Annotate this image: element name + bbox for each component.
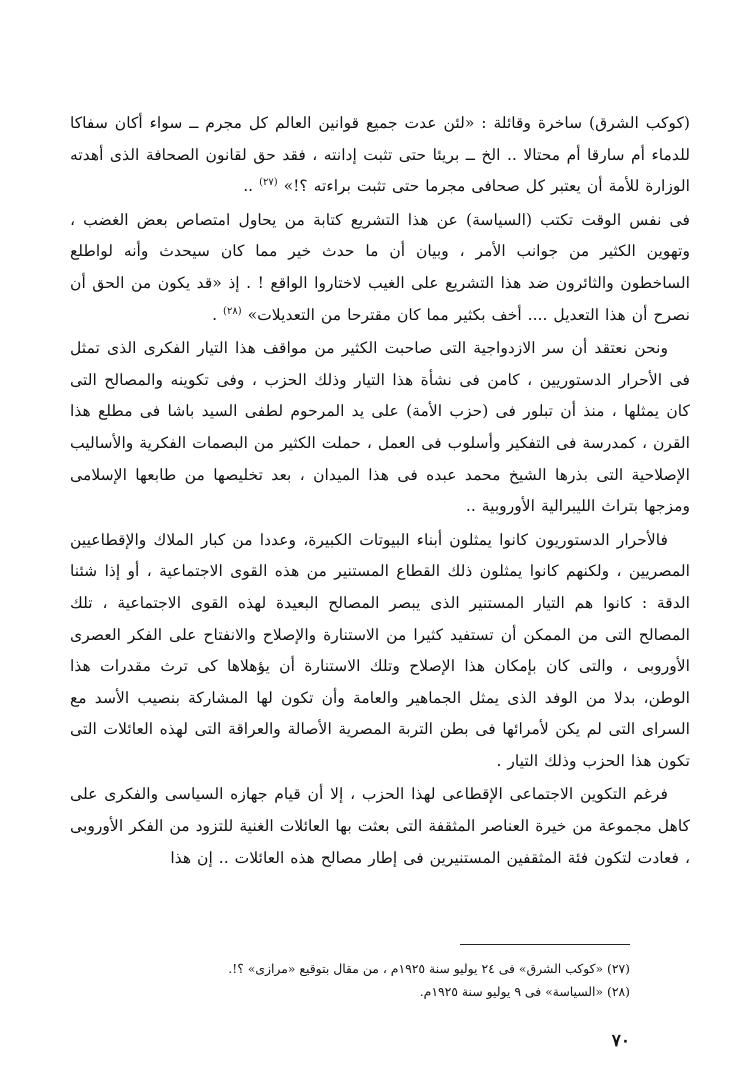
footnote-divider	[460, 944, 630, 945]
paragraph-1-trail: ..	[243, 177, 260, 196]
paragraph-2-trail: .	[212, 305, 224, 324]
page-number: ٧٠	[611, 1031, 630, 1051]
paragraph-4: فالأحرار الدستوريون كانوا يمثلون أبناء البيوتات الكبيرة، وعددا من كبار الملاك والإقطاعيين المصريين ، ولكنهم كانوا يمثلون ذلك القطاع المستنير من هذه القوى الاجتماعية ، أو إذا شئنا الدقة : كانوا هم التيار المستنير الذى يبصر المصالح البعيدة لهذه القوى الاجتماعية ، تلك المصالح التى من الممكن أن تستفيد كثيرا من الاستنارة والإصلاح والانفتاح على الفكر العصرى الأوروبى ، والتى كان بإمكان هذا الإصلاح وتلك الاستنارة أن يؤهلاها كى ترث مقدرات هذا الوطن، بدلا من الوفد الذى يمثل الجماهير والعامة وأن تكون لها المشاركة بنصيب الأسد مع السراى التى لم يكن لأمرائها فى بطن التربة المصرية الأصالة والعراقة التى لهذه العائلات التى تكون هذا الحزب وذلك التيار .	[70, 530, 690, 770]
footnote-27: (٢٧) «كوكب الشرق» فى ٢٤ يوليو سنة ١٩٢٥م ، من مقال بتوقيع «مرازى» ؟!.	[228, 961, 630, 976]
paragraph-2	[70, 205, 690, 331]
paragraph-3: ونحن نعتقد أن سر الازدواجية التى صاحبت الكثير من مواقف هذا التيار الفكرى الذى تمثل فى الأحرار الدستوريين ، كامن فى نشأة هذا التيار وذلك الحزب ، وفى تكوينه والمصالح التى كان يمثلها ، منذ أن تبلور فى (حزب الأمة) على يد المرحوم لطفى السيد باشا فى مطلع هذا القرن ، كمدرسة فى التفكير وأسلوب فى العمل ، حملت الكثير من البصمات الفكرية والأساليب الإصلاحية التى بذرها الشيخ محمد عبده فى هذا الميدان ، بعد تخليصها من طابعها الإسلامى ومزجها بتراث الليبرالية الأوروبية ..	[70, 339, 690, 516]
footnote-ref-27[interactable]: (٢٧)	[259, 177, 278, 188]
footnotes	[70, 957, 630, 1003]
page-body	[70, 108, 690, 874]
paragraph-1-text: (كوكب الشرق) ساخرة وقائلة : «لئن عدت جميع قوانين العالم كل مجرم ــ سواء أكان سفاكا للدماء أم سارقا أم محتالا .. الخ ــ بريئا حتى تثبت إدانته ، فقد حق لقانون الصحافة الذى أهدته الوزارة للأمة أن يعتبر كل صحافى مجرما حتى تثبت براءته ؟!»	[70, 114, 690, 196]
footnote-28: (٢٨) «السياسة» فى ٩ يوليو سنة ١٩٢٥م.	[419, 984, 630, 999]
paragraph-1	[70, 108, 690, 203]
paragraph-5: فرغم التكوين الاجتماعى الإقطاعى لهذا الحزب ، إلا أن قيام جهازه السياسى والفكرى على كاهل مجموعة من خيرة العناصر المثقفة التى بعثت بها العائلات الغنية للتزود من الفكر الأوروبى ، فعادت لتكون فئة المثقفين المستنيرين فى إطار مصالح هذه العائلات .. إن هذا	[70, 785, 690, 867]
footnote-ref-28[interactable]: (٢٨)	[223, 305, 242, 317]
paragraph-2-text: فى نفس الوقت تكتب (السياسة) عن هذا التشريع كتابة من يحاول امتصاص بعض الغضب ، وتهوين الكثير من جوانب الأمر ، وبيان أن ما حدث خير مما كان سيحدث وأنه لواطلع الساخطون والثائرون ضد هذا التشريع على الغيب لاختاروا الواقع ! . إذ «قد يكون من الحق أن نصرح أن هذا التعديل .... أخف بكثير مما كان مقترحا من التعديلات»	[70, 210, 690, 324]
